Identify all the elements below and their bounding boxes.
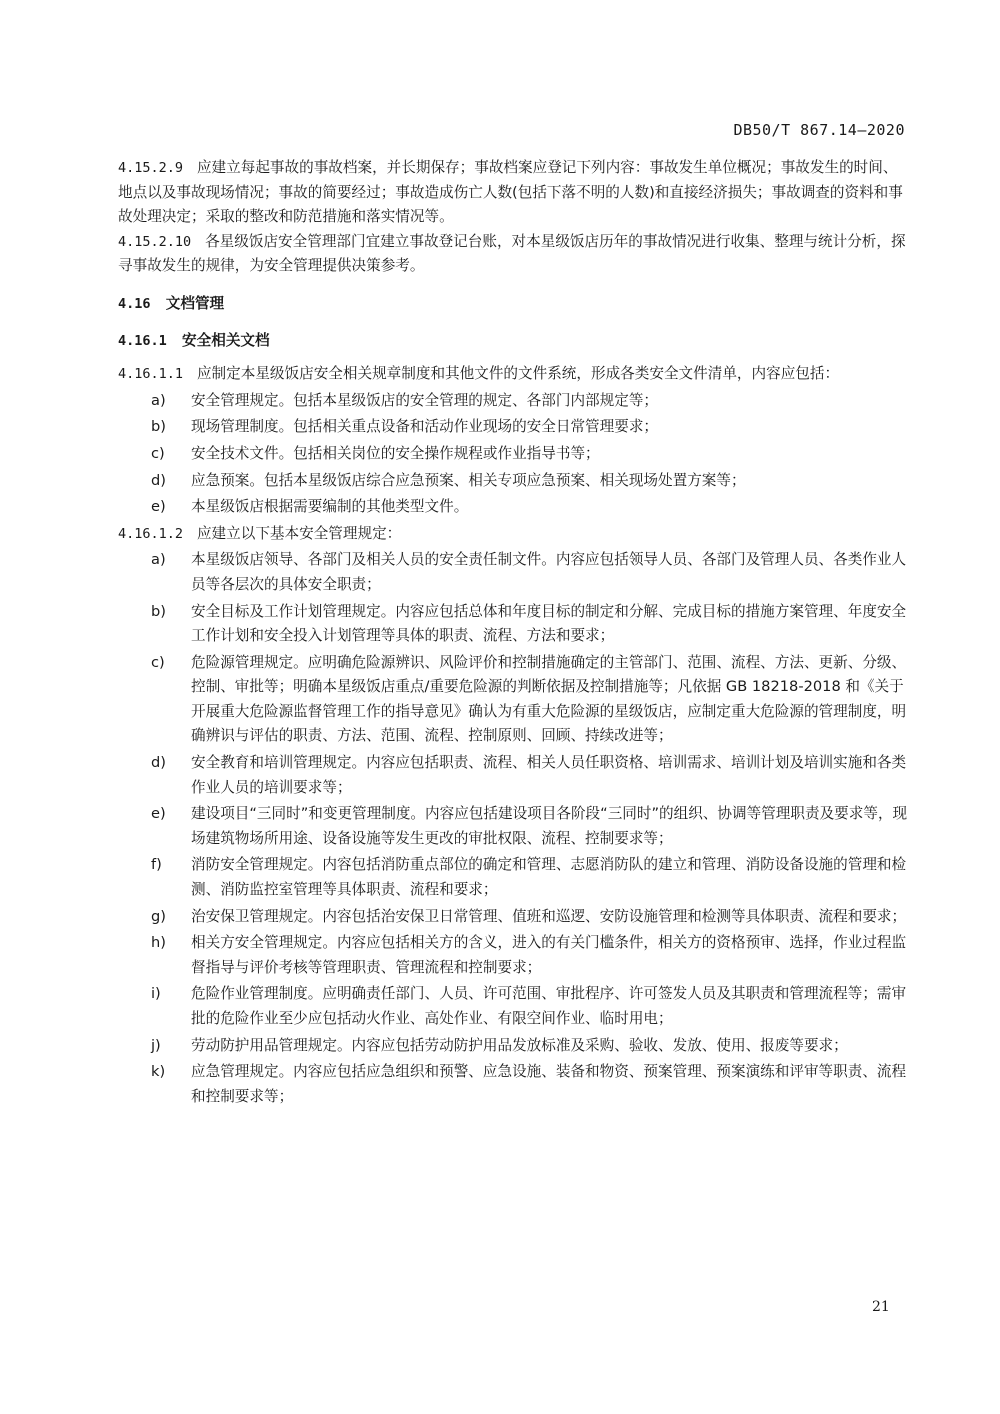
list-item	[118, 548, 908, 597]
list-item-marker: b)	[151, 418, 166, 436]
list-item-text: 现场管理制度。包括相关重点设备和活动作业现场的安全日常管理要求；	[191, 418, 659, 436]
list-item-marker: c)	[151, 444, 165, 462]
list-item	[118, 802, 908, 851]
clause-text: 各星级饭店安全管理部门宜建立事故登记台账，对本星级饭店历年的事故情况进行收集、整理与统计分析，探寻事故发生的规律，为安全管理提供决策参考。	[118, 232, 906, 275]
list-item	[118, 389, 908, 414]
list-item	[118, 600, 908, 649]
list-item-text: 本星级饭店领导、各部门及相关人员的安全责任制文件。内容应包括领导人员、各部门及管理人员、各类作业人员等各层次的具体安全职责；	[191, 551, 907, 593]
page-number: 21	[872, 1299, 890, 1315]
document-list	[118, 548, 908, 1109]
list-item-marker: d)	[151, 471, 166, 489]
list-item-text: 安全目标及工作计划管理规定。内容应包括总体和年度目标的制定和分解、完成目标的措施方案管理、年度安全工作计划和安全投入计划管理等具体的职责、流程、方法和要求；	[191, 602, 907, 645]
list-item	[118, 1060, 908, 1109]
list-item-marker: a)	[151, 391, 166, 409]
list-item-text: 劳动防护用品管理规定。内容应包括劳动防护用品发放标准及采购、验收、发放、使用、报废等要求；	[191, 1036, 848, 1054]
list-item	[118, 495, 908, 520]
clause-4-16-1-2	[118, 522, 908, 547]
section-number: 4.16.1	[118, 332, 167, 349]
list-item-marker: k)	[151, 1063, 166, 1081]
list-item-text: 安全教育和培训管理规定。内容应包括职责、流程、相关人员任职资格、培训需求、培训计划及培训实施和各类作业人员的培训要求等；	[191, 754, 907, 796]
clause-4-16-1-1	[118, 362, 908, 387]
list-item-marker: a)	[151, 551, 166, 569]
section-title: 安全相关文档	[182, 331, 270, 349]
list-item-marker: e)	[151, 498, 166, 516]
list-item	[118, 905, 908, 930]
section-title: 文档管理	[165, 294, 225, 312]
list-item	[118, 751, 908, 800]
list-item	[118, 982, 908, 1031]
document-list	[118, 389, 908, 520]
list-item-text: 危险源管理规定。应明确危险源辨识、风险评价和控制措施确定的主管部门、范围、流程、方法、更新、分级、控制、审批等；明确本星级饭店重点/重要危险源的判断依据及控制措施等；凡依据 GB 18218-2018 和《关于开展重大危险源监督管理工作的指导意见》确认为有重大危险源的星级饭店，应制定重大危险源的管理制度，明确辨识与评估的职责、方法、范围、流程、控制原则、回顾、持续改进等；	[191, 653, 907, 745]
list-item-text: 相关方安全管理规定。内容应包括相关方的含义，进入的有关门槛条件，相关方的资格预审、选择，作业过程监督指导与评价考核等管理职责、管理流程和控制要求；	[191, 934, 907, 976]
list-item	[118, 1034, 908, 1059]
document-code: DB50/T 867.14—2020	[733, 121, 905, 139]
list-item-marker: b)	[151, 602, 166, 620]
list-item	[118, 442, 908, 467]
list-item-text: 应急预案。包括本星级饭店综合应急预案、相关专项应急预案、相关现场处置方案等；	[191, 471, 746, 489]
list-item	[118, 853, 908, 902]
section-heading-4-16-1	[118, 329, 908, 354]
list-item-marker: e)	[151, 805, 166, 823]
list-item-text: 危险作业管理制度。应明确责任部门、人员、许可范围、审批程序、许可签发人员及其职责和管理流程等；需审批的危险作业至少应包括动火作业、高处作业、有限空间作业、临时用电；	[191, 985, 907, 1027]
list-item-marker: d)	[151, 754, 166, 772]
clause-text: 应建立每起事故的事故档案，并长期保存；事故档案应登记下列内容：事故发生单位概况；事故发生的时间、地点以及事故现场情况；事故的简要经过；事故造成伤亡人数(包括下落不明的人数)和直接经济损失；事故调查的资料和事故处理决定；采取的整改和防范措施和落实情况等。	[118, 159, 903, 226]
list-item-marker: f)	[151, 856, 162, 874]
list-item-text: 安全管理规定。包括本星级饭店的安全管理的规定、各部门内部规定等；	[191, 391, 659, 409]
list-item	[118, 651, 908, 749]
list-item-marker: i)	[151, 985, 161, 1003]
list-item-marker: j)	[151, 1036, 161, 1054]
list-item-text: 安全技术文件。包括相关岗位的安全操作规程或作业指导书等；	[191, 444, 600, 462]
section-heading-4-16	[118, 292, 908, 317]
section-number: 4.16	[118, 295, 151, 312]
list-item-text: 建设项目“三同时”和变更管理制度。内容应包括建设项目各阶段“三同时”的组织、协调等管理职责及要求等，现场建筑物场所用途、设备设施等发生更改的审批权限、流程、控制要求等；	[191, 805, 908, 847]
document-body	[118, 156, 908, 1111]
list-item-marker: c)	[151, 653, 165, 671]
clause-text: 应建立以下基本安全管理规定：	[196, 524, 402, 542]
clause-4-15-2-9	[118, 156, 908, 230]
list-item	[118, 931, 908, 980]
list-item-text: 应急管理规定。内容应包括应急组织和预警、应急设施、装备和物资、预案管理、预案演练和评审等职责、流程和控制要求等；	[191, 1063, 907, 1105]
clause-number: 4.15.2.10	[118, 233, 192, 250]
list-item	[118, 415, 908, 440]
clause-text: 应制定本星级饭店安全相关规章制度和其他文件的文件系统，形成各类安全文件清单，内容应包括：	[196, 365, 840, 383]
list-item-text: 消防安全管理规定。内容包括消防重点部位的确定和管理、志愿消防队的建立和管理、消防设备设施的管理和检测、消防监控室管理等具体职责、流程和要求；	[191, 856, 907, 899]
list-item-text: 治安保卫管理规定。内容包括治安保卫日常管理、值班和巡逻、安防设施管理和检测等具体职责、流程和要求；	[191, 907, 907, 925]
clause-number: 4.16.1.1	[118, 366, 184, 383]
list-item-text: 本星级饭店根据需要编制的其他类型文件。	[191, 498, 469, 516]
clause-number: 4.16.1.2	[118, 525, 184, 542]
list-item-marker: g)	[151, 907, 166, 925]
list-item	[118, 469, 908, 494]
clause-number: 4.15.2.9	[118, 160, 184, 176]
clause-4-15-2-10	[118, 230, 908, 279]
list-item-marker: h)	[151, 934, 166, 952]
